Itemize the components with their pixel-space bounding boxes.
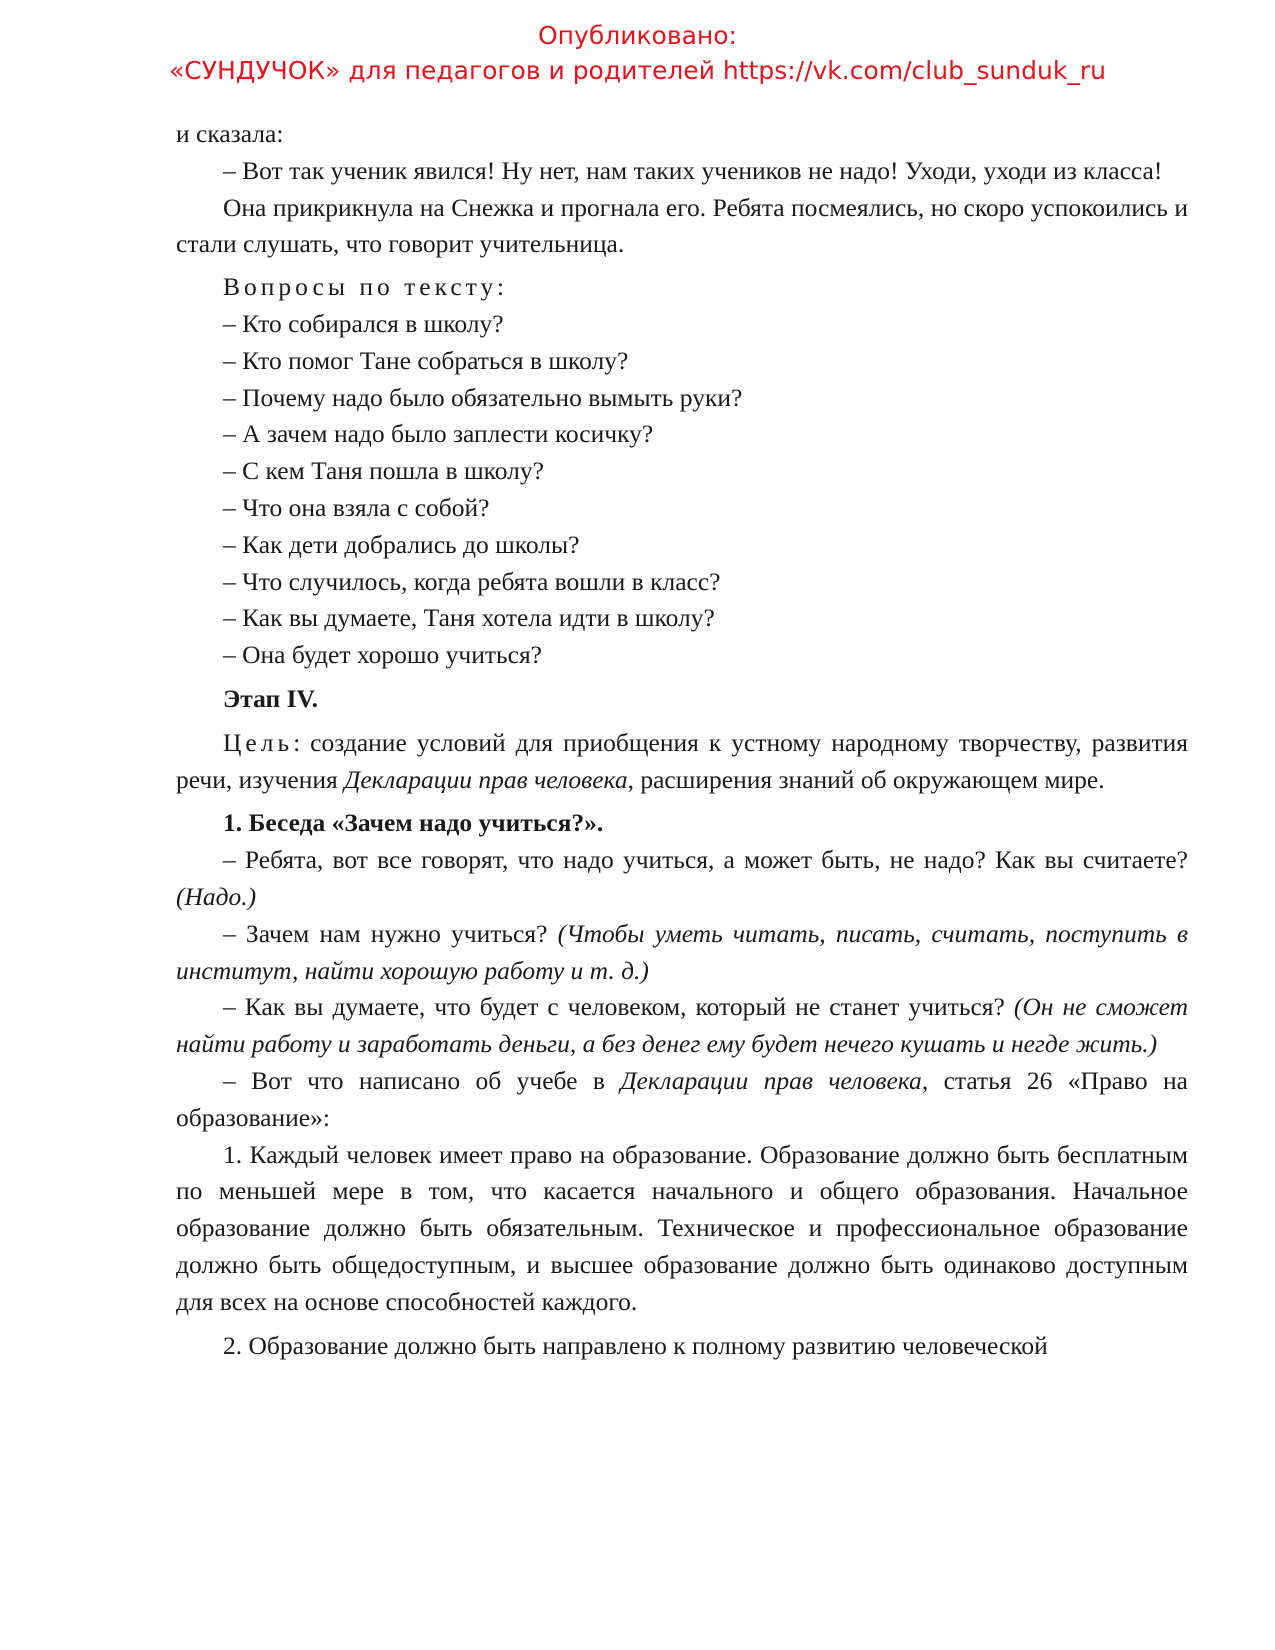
article-reference: , статья 26 «Право на образование»: [176,1065,1189,1132]
question-item: – Кто собирался в школу? [223,308,504,338]
dialogue-line [176,842,1188,916]
dialogue-line [176,916,1188,990]
declaration-title: Декларации прав человека [620,1065,922,1095]
question-item: – Кто помог Тане собраться в школу? [223,345,629,375]
question-item: – Как вы думаете, Таня хотела идти в школу? [223,603,715,633]
question-item: – Как дети добрались до школы? [223,529,580,559]
paragraph: и сказала: [176,119,284,148]
article-clause-2: 2. Образование должно быть направлено к полному развитию человеческой [223,1330,1048,1360]
question-item: – С кем Таня пошла в школу? [223,456,544,486]
publication-watermark [0,18,1275,88]
goal-label: Цель [223,727,294,757]
question-item: – Что она взяла с собой? [223,492,490,522]
questions-heading: Вопросы по тексту: [223,272,508,302]
dialogue-line [176,989,1188,1063]
question-item: – Почему надо было обязательно вымыть руки? [223,382,743,412]
question-item: – Что случилось, когда ребята вошли в класс? [223,566,721,596]
watermark-line-1: Опубликовано: [538,21,737,50]
questions-list [176,306,1188,674]
document-body [176,116,1188,1364]
question-item: – Она будет хорошо учиться? [223,640,542,670]
goal-text-end: , расширения знаний об окружающем мире. [627,764,1105,794]
question-item: – А зачем надо было заплести косичку? [223,419,654,449]
teacher-question: – Как вы думаете, что будет с человеком, который не станет учиться? [223,992,1014,1022]
conversation-heading: 1. Беседа «Зачем надо учиться?». [223,808,604,838]
teacher-question: – Зачем нам нужно учиться? [223,918,558,948]
goal-text: : создание условий для приобщения к устному народному творчеству, развития речи, изучения [176,727,1188,794]
teacher-statement: – Вот что написано об учебе в [223,1065,621,1095]
watermark-line-2: «СУНДУЧОК» для педагогов и родителей https://vk.com/club_sunduk_ru [169,56,1106,85]
goal-paragraph [176,725,1188,799]
expected-answer: (Чтобы уметь читать, писать, считать, поступить в институт, найти хорошую работу и т. д.) [176,918,1188,985]
expected-answer: (Он не сможет найти работу и заработать деньги, а без денег ему будет нечего кушать и негде жить.) [176,992,1188,1059]
article-clause-1: 1. Каждый человек имеет право на образование. Образование должно быть бесплатным по меньшей мере в том, что касается начального и общего образования. Начальное образование должно быть обязательным. Техническое и профессиональное образование должно быть общедоступным, и высшее образование должно быть одинаково доступным для всех на основе способностей каждого. [176,1139,1188,1316]
goal-declaration: Декларации прав человека [344,764,628,794]
paragraph: – Вот так ученик явился! Ну нет, нам таких учеников не надо! Уходи, уходи из класса! [223,155,1163,185]
expected-answer: (Надо.) [176,881,257,911]
dialogue-line [176,1063,1188,1137]
teacher-question: – Ребята, вот все говорят, что надо учиться, а может быть, не надо? Как вы считаете? [223,845,1188,875]
paragraph: Она прикрикнула на Снежка и прогнала его. Ребята посмеялись, но скоро успокоились и стали слушать, что говорит учительница. [176,192,1188,259]
stage-heading: Этап IV. [223,683,319,713]
